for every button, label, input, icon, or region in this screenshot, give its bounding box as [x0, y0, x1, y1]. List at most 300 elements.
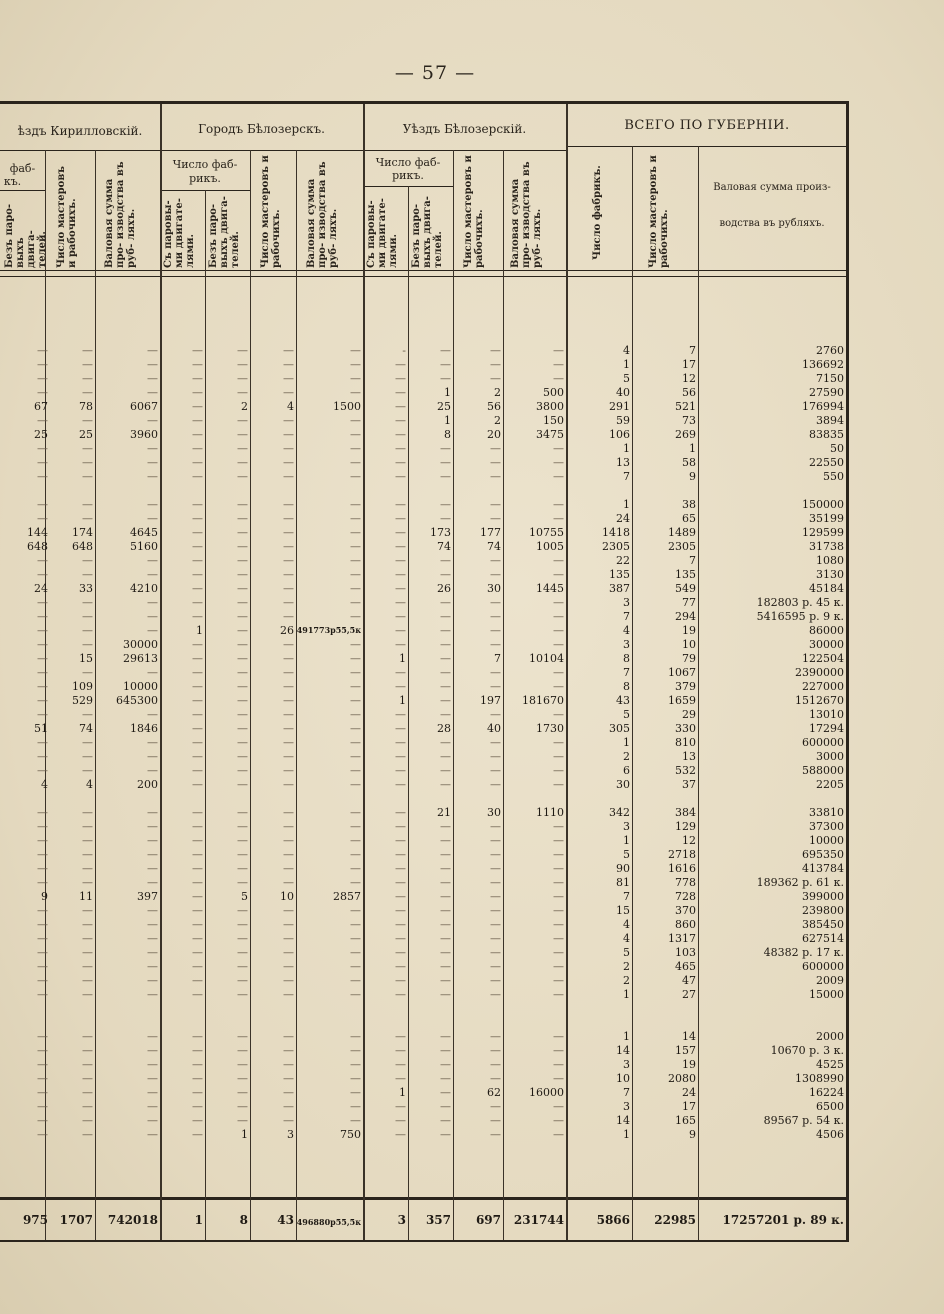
kir-col-rab: Число мастеровъ и рабочихъ. — [56, 166, 78, 268]
table-cell-u2: — — [440, 554, 451, 567]
table-cell-s: 10670 р. 3 к. — [770, 1044, 844, 1057]
table-cell-u3: — — [490, 932, 501, 945]
table-cell-k3: — — [147, 1114, 158, 1127]
table-cell-u2: — — [440, 498, 451, 511]
vsego-col-rab: Число мастеровъ и рабочихъ. — [648, 155, 670, 268]
table-cell-k1: — — [37, 414, 48, 427]
table-cell-u1: — — [395, 778, 406, 791]
table-cell-k3: 645300 — [116, 694, 158, 707]
table-cell-g1: — — [192, 638, 203, 651]
table-cell-k2: 74 — [79, 722, 93, 735]
table-cell-r: 465 — [675, 960, 696, 973]
table-cell-s: 22550 — [809, 456, 844, 469]
table-cell-r: 728 — [675, 890, 696, 903]
table-cell-r: 79 — [682, 652, 696, 665]
table-cell-k3: 4210 — [130, 582, 158, 595]
table-cell-r: 12 — [682, 372, 696, 385]
table-cell-f: 2 — [623, 974, 630, 987]
table-cell-s: 550 — [823, 470, 844, 483]
table-cell-u2: 26 — [437, 582, 451, 595]
table-cell-g3: — — [283, 582, 294, 595]
table-cell-k1: 25 — [34, 428, 48, 441]
table-cell-r: 860 — [675, 918, 696, 931]
table-cell-s: 13010 — [809, 708, 844, 721]
table-cell-k1: — — [37, 904, 48, 917]
table-cell-g4: — — [350, 666, 361, 679]
table-cell-k1: — — [37, 680, 48, 693]
table-cell-g3: — — [283, 750, 294, 763]
table-cell-r: 1616 — [668, 862, 696, 875]
table-cell-k1: — — [37, 568, 48, 581]
table-cell-r: 14 — [682, 1030, 696, 1043]
table-cell-u2: — — [440, 442, 451, 455]
table-cell-u1: — — [395, 834, 406, 847]
table-cell-u4: 181670 — [522, 694, 564, 707]
table-cell-u2: — — [440, 372, 451, 385]
table-cell-k2: 25 — [79, 428, 93, 441]
table-cell-g3: — — [283, 344, 294, 357]
table-cell-u3: — — [490, 960, 501, 973]
table-cell-u4: — — [553, 974, 564, 987]
table-cell-g2: — — [237, 932, 248, 945]
table-cell-s: 3000 — [816, 750, 844, 763]
table-cell-f: 43 — [616, 694, 630, 707]
table-cell-g3: — — [283, 512, 294, 525]
table-cell-k1: 648 — [27, 540, 48, 553]
table-cell-g2: — — [237, 666, 248, 679]
table-cell-u1: — — [395, 372, 406, 385]
table-cell-k3: — — [147, 372, 158, 385]
table-cell-g2: — — [237, 876, 248, 889]
table-cell-s: 31738 — [809, 540, 844, 553]
table-cell-s: 695350 — [802, 848, 844, 861]
table-cell-k1: — — [37, 806, 48, 819]
table-cell-u1: — — [395, 750, 406, 763]
table-cell-r: 1659 — [668, 694, 696, 707]
table-cell-k3: — — [147, 1086, 158, 1099]
table-cell-u2: — — [440, 834, 451, 847]
table-cell-g2: — — [237, 456, 248, 469]
table-cell-k3: — — [147, 834, 158, 847]
table-cell-g1: — — [192, 1128, 203, 1141]
table-cell-s: 2009 — [816, 974, 844, 987]
table-cell-g4: — — [350, 1100, 361, 1113]
table-cell-k1: — — [37, 1072, 48, 1085]
table-cell-g4: 491773р55,5к — [296, 625, 361, 635]
table-cell-s: 48382 р. 17 к. — [763, 946, 844, 959]
table-cell-g1: — — [192, 428, 203, 441]
table-cell-u4: — — [553, 876, 564, 889]
table-cell-g3: — — [283, 918, 294, 931]
total-uezd-rab: 697 — [475, 1213, 501, 1227]
table-cell-u2: — — [440, 946, 451, 959]
table-cell-u2: — — [440, 358, 451, 371]
table-cell-r: 58 — [682, 456, 696, 469]
table-cell-r: 7 — [689, 344, 696, 357]
table-cell-u1: — — [395, 988, 406, 1001]
table-cell-u4: 3475 — [536, 428, 564, 441]
table-cell-f: 14 — [616, 1044, 630, 1057]
table-cell-u3: — — [490, 568, 501, 581]
table-cell-g2: — — [237, 372, 248, 385]
table-cell-g3: — — [283, 820, 294, 833]
table-cell-g2: — — [237, 904, 248, 917]
table-cell-g1: — — [192, 1044, 203, 1057]
table-cell-r: 56 — [682, 386, 696, 399]
table-cell-k2: — — [82, 904, 93, 917]
table-cell-k1: — — [37, 596, 48, 609]
table-cell-k2: — — [82, 862, 93, 875]
vsego-col-fab: Число фабрикъ. — [592, 165, 603, 260]
table-cell-k3: 29613 — [123, 652, 158, 665]
table-cell-g1: — — [192, 400, 203, 413]
uezd-col-rab: Число мастеровъ и рабочихъ. — [463, 155, 485, 268]
table-cell-k2: — — [82, 1044, 93, 1057]
table-cell-s: 385450 — [802, 918, 844, 931]
table-cell-g2: — — [237, 918, 248, 931]
table-cell-g4: — — [350, 1086, 361, 1099]
table-cell-f: 81 — [616, 876, 630, 889]
table-cell-k1: — — [37, 358, 48, 371]
table-cell-u3: — — [490, 344, 501, 357]
table-cell-f: 342 — [609, 806, 630, 819]
table-cell-u3: — — [490, 358, 501, 371]
table-cell-u3: — — [490, 1072, 501, 1085]
table-cell-r: 77 — [682, 596, 696, 609]
table-cell-k2: — — [82, 1030, 93, 1043]
table-cell-r: 12 — [682, 834, 696, 847]
table-cell-g1: — — [192, 778, 203, 791]
table-cell-u1: 1 — [399, 694, 406, 707]
table-cell-g2: — — [237, 708, 248, 721]
table-cell-k2: — — [82, 638, 93, 651]
table-cell-u2: — — [440, 750, 451, 763]
table-cell-u3: — — [490, 498, 501, 511]
table-cell-g2: — — [237, 722, 248, 735]
table-cell-s: 627514 — [802, 932, 844, 945]
kir-col-bez: Безъ паро- выхъ двига- телей. — [4, 203, 48, 268]
table-cell-u1: — — [395, 540, 406, 553]
table-cell-u4: — — [553, 764, 564, 777]
table-cell-u1: — — [395, 1044, 406, 1057]
table-cell-u3: — — [490, 820, 501, 833]
table-cell-k2: — — [82, 624, 93, 637]
table-cell-g1: — — [192, 890, 203, 903]
table-cell-r: 379 — [675, 680, 696, 693]
table-cell-g3: — — [283, 568, 294, 581]
table-cell-f: 90 — [616, 862, 630, 875]
table-cell-k3: — — [147, 918, 158, 931]
table-cell-g4: — — [350, 540, 361, 553]
table-cell-g3: — — [283, 708, 294, 721]
table-cell-f: 135 — [609, 568, 630, 581]
table-cell-k2: — — [82, 1086, 93, 1099]
table-cell-u3: — — [490, 456, 501, 469]
table-cell-r: 129 — [675, 820, 696, 833]
table-cell-r: 73 — [682, 414, 696, 427]
table-cell-k2: — — [82, 498, 93, 511]
gor-fab-label-2: рикъ. — [189, 172, 221, 185]
table-cell-k1: — — [37, 876, 48, 889]
table-cell-u2: — — [440, 596, 451, 609]
table-cell-u3: — — [490, 750, 501, 763]
table-cell-u4: — — [553, 1044, 564, 1057]
table-cell-k3: — — [147, 876, 158, 889]
table-cell-u3: — — [490, 1030, 501, 1043]
table-cell-u3: — — [490, 904, 501, 917]
table-cell-g1: — — [192, 876, 203, 889]
table-cell-k3: — — [147, 806, 158, 819]
table-cell-u3: 20 — [487, 428, 501, 441]
uezd-col-sum: Валовая сумма про- изводства въ руб- ляхъ. — [510, 161, 543, 268]
table-cell-u3: — — [490, 1128, 501, 1141]
table-cell-s: 189362 р. 61 к. — [756, 876, 844, 889]
table-cell-g1: — — [192, 456, 203, 469]
table-cell-u1: — — [395, 428, 406, 441]
table-cell-s: 83835 — [809, 428, 844, 441]
table-cell-u1: — — [395, 708, 406, 721]
table-cell-r: 532 — [675, 764, 696, 777]
table-cell-g3: — — [283, 442, 294, 455]
table-cell-u4: 500 — [543, 386, 564, 399]
table-cell-u3: — — [490, 974, 501, 987]
table-cell-g3: — — [283, 470, 294, 483]
table-cell-k2: — — [82, 708, 93, 721]
table-cell-g4: — — [350, 344, 361, 357]
table-cell-k3: — — [147, 862, 158, 875]
table-cell-g2: — — [237, 358, 248, 371]
table-cell-k2: — — [82, 372, 93, 385]
table-cell-g3: — — [283, 1114, 294, 1127]
total-uezd-bez: 357 — [425, 1213, 451, 1227]
table-cell-u1: — — [395, 624, 406, 637]
table-cell-f: 13 — [616, 456, 630, 469]
table-cell-g4: — — [350, 442, 361, 455]
total-kir-bez: 975 — [22, 1213, 48, 1227]
table-cell-s: 413784 — [802, 862, 844, 875]
table-cell-u2: — — [440, 1100, 451, 1113]
table-cell-g4: 1500 — [333, 400, 361, 413]
kir-fab-subrule — [0, 190, 45, 191]
table-cell-k1: 67 — [34, 400, 48, 413]
table-cell-u4: — — [553, 624, 564, 637]
total-vsego-sum: 17257201 р. 89 к. — [722, 1213, 844, 1227]
table-cell-u3: 30 — [487, 806, 501, 819]
table-cell-s: 1512670 — [795, 694, 844, 707]
table-cell-u1: — — [395, 820, 406, 833]
table-cell-g2: 2 — [241, 400, 248, 413]
table-cell-u4: — — [553, 666, 564, 679]
table-cell-u2: — — [440, 1086, 451, 1099]
table-cell-u2: — — [440, 456, 451, 469]
table-cell-k2: — — [82, 666, 93, 679]
table-cell-k1: — — [37, 1030, 48, 1043]
table-cell-u1: — — [395, 456, 406, 469]
table-cell-g3: — — [283, 988, 294, 1001]
table-cell-f: 5 — [623, 848, 630, 861]
table-cell-u2: — — [440, 736, 451, 749]
table-cell-s: 176994 — [802, 400, 844, 413]
table-cell-g1: — — [192, 1086, 203, 1099]
table-cell-g4: — — [350, 680, 361, 693]
table-cell-k2: — — [82, 414, 93, 427]
table-cell-k2: 78 — [79, 400, 93, 413]
table-cell-u4: — — [553, 1058, 564, 1071]
table-cell-u2: — — [440, 988, 451, 1001]
table-cell-u2: 1 — [444, 414, 451, 427]
table-cell-u2: — — [440, 680, 451, 693]
table-cell-u2: — — [440, 666, 451, 679]
table-cell-g1: — — [192, 1058, 203, 1071]
table-cell-f: 4 — [623, 624, 630, 637]
table-cell-k3: — — [147, 988, 158, 1001]
table-cell-f: 2 — [623, 960, 630, 973]
table-cell-k2: — — [82, 974, 93, 987]
table-cell-g2: — — [237, 1100, 248, 1113]
table-cell-g2: — — [237, 652, 248, 665]
table-cell-g2: — — [237, 442, 248, 455]
table-cell-u2: — — [440, 1058, 451, 1071]
table-cell-u3: — — [490, 470, 501, 483]
right-border — [846, 101, 849, 1242]
table-cell-k3: — — [147, 624, 158, 637]
table-cell-u3: — — [490, 890, 501, 903]
table-cell-f: 3 — [623, 1058, 630, 1071]
table-cell-u4: — — [553, 848, 564, 861]
table-cell-u3: 74 — [487, 540, 501, 553]
table-cell-g1: — — [192, 596, 203, 609]
table-cell-g1: — — [192, 372, 203, 385]
total-kir-rab: 1707 — [59, 1213, 93, 1227]
table-cell-g4: — — [350, 848, 361, 861]
table-cell-u1: — — [395, 470, 406, 483]
table-cell-k1: — — [37, 694, 48, 707]
table-cell-r: 810 — [675, 736, 696, 749]
table-cell-f: 1 — [623, 736, 630, 749]
table-cell-u3: — — [490, 1114, 501, 1127]
table-cell-k3: — — [147, 932, 158, 945]
table-cell-g3: — — [283, 848, 294, 861]
table-cell-u2: 173 — [430, 526, 451, 539]
table-cell-r: 384 — [675, 806, 696, 819]
table-cell-r: 370 — [675, 904, 696, 917]
uezd-subrule — [363, 150, 566, 151]
table-cell-g4: — — [350, 1044, 361, 1057]
table-cell-f: 2 — [623, 750, 630, 763]
table-cell-s: 6500 — [816, 1100, 844, 1113]
table-cell-g1: — — [192, 918, 203, 931]
table-cell-g1: — — [192, 694, 203, 707]
table-cell-g1: — — [192, 1072, 203, 1085]
table-cell-g3: — — [283, 960, 294, 973]
table-cell-u1: — — [395, 386, 406, 399]
table-cell-u1: — — [395, 932, 406, 945]
table-cell-k2: — — [82, 736, 93, 749]
table-cell-k3: — — [147, 960, 158, 973]
table-cell-k3: — — [147, 344, 158, 357]
table-cell-g4: — — [350, 722, 361, 735]
table-cell-g2: — — [237, 610, 248, 623]
header-bottom-rule — [0, 270, 848, 271]
table-cell-g2: — — [237, 736, 248, 749]
table-cell-g1: — — [192, 512, 203, 525]
table-cell-k2: — — [82, 988, 93, 1001]
table-cell-r: 330 — [675, 722, 696, 735]
table-cell-u2: — — [440, 624, 451, 637]
table-cell-f: 22 — [616, 554, 630, 567]
table-cell-g1: — — [192, 708, 203, 721]
table-cell-g4: — — [350, 372, 361, 385]
table-cell-g1: — — [192, 904, 203, 917]
table-cell-g2: — — [237, 694, 248, 707]
table-cell-k2: — — [82, 960, 93, 973]
table-cell-k3: — — [147, 946, 158, 959]
table-cell-u4: — — [553, 988, 564, 1001]
table-cell-g1: — — [192, 722, 203, 735]
table-cell-k1: — — [37, 750, 48, 763]
table-cell-f: 14 — [616, 1114, 630, 1127]
kir-col-sum: Валовая сумма про- изводства въ руб- ляхъ. — [104, 161, 137, 268]
table-cell-u2: — — [440, 638, 451, 651]
total-vsego-fab: 5866 — [596, 1213, 630, 1227]
table-cell-k1: — — [37, 708, 48, 721]
table-cell-r: 9 — [689, 470, 696, 483]
table-cell-r: 19 — [682, 624, 696, 637]
table-cell-u1: — — [395, 358, 406, 371]
table-cell-g2: — — [237, 414, 248, 427]
table-cell-k2: — — [82, 932, 93, 945]
table-cell-k3: — — [147, 820, 158, 833]
table-cell-k3: — — [147, 358, 158, 371]
table-cell-u1: — — [395, 1128, 406, 1141]
table-cell-u4: 10755 — [529, 526, 564, 539]
table-cell-k3: — — [147, 414, 158, 427]
table-cell-u4: — — [553, 498, 564, 511]
table-cell-r: 135 — [675, 568, 696, 581]
table-cell-u2: — — [440, 694, 451, 707]
table-cell-g4: — — [350, 974, 361, 987]
table-cell-u2: 8 — [444, 428, 451, 441]
table-cell-g3: — — [283, 680, 294, 693]
table-cell-u4: — — [553, 442, 564, 455]
table-cell-s: 600000 — [802, 736, 844, 749]
table-cell-u4: — — [553, 750, 564, 763]
table-cell-g3: — — [283, 666, 294, 679]
table-cell-f: 2305 — [602, 540, 630, 553]
table-cell-k1: — — [37, 666, 48, 679]
table-cell-g1: — — [192, 358, 203, 371]
table-cell-k3: 4645 — [130, 526, 158, 539]
table-cell-g3: 10 — [280, 890, 294, 903]
table-cell-k1: — — [37, 764, 48, 777]
table-cell-g4: — — [350, 526, 361, 539]
table-cell-u3: — — [490, 1100, 501, 1113]
table-cell-k1: — — [37, 638, 48, 651]
total-gor-rab: 43 — [277, 1213, 294, 1227]
table-cell-r: 157 — [675, 1044, 696, 1057]
table-cell-k1: — — [37, 848, 48, 861]
table-cell-s: 588000 — [802, 764, 844, 777]
table-cell-g4: — — [350, 596, 361, 609]
table-cell-g2: — — [237, 750, 248, 763]
table-cell-f: 6 — [623, 764, 630, 777]
table-cell-u4: — — [553, 1100, 564, 1113]
table-cell-g1: — — [192, 820, 203, 833]
table-cell-g4: — — [350, 498, 361, 511]
kir-fab-label: фаб- — [9, 162, 36, 175]
gor-col-sum: Валовая сумма про- изводства въ руб- ляхъ. — [306, 161, 339, 268]
table-cell-u4: 16000 — [529, 1086, 564, 1099]
